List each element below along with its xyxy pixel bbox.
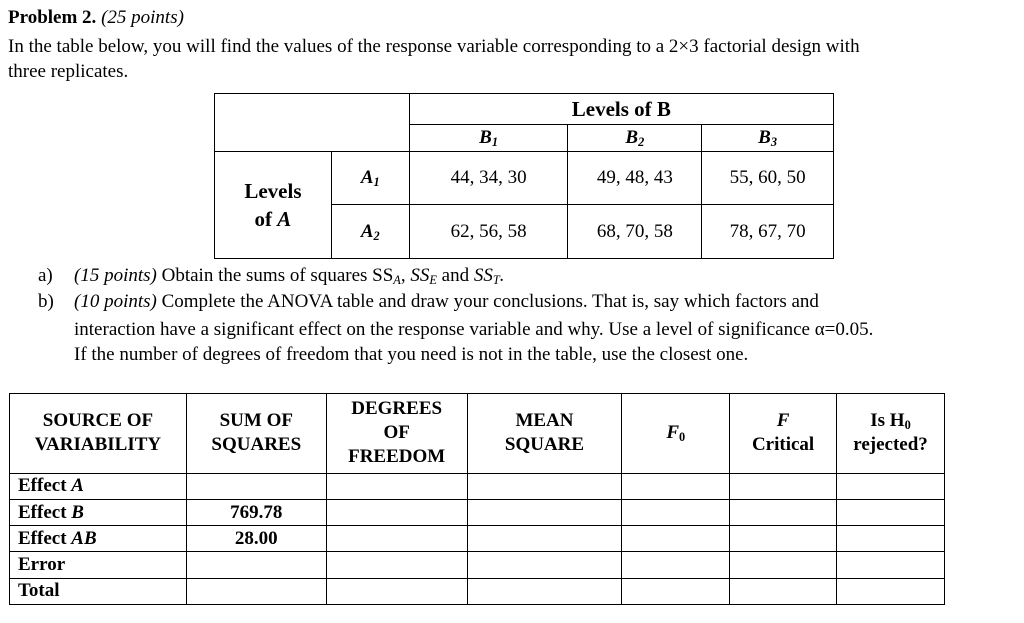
corner-cell — [215, 94, 410, 152]
question-b-line-3: If the number of degrees of freedom that you need is not in the table, use the closest one. — [74, 344, 749, 365]
problem-title: Problem 2. — [8, 7, 97, 28]
ms-effect-a[interactable] — [467, 473, 622, 499]
fcrit-effect-ab[interactable] — [730, 526, 837, 552]
cell-a1-b2: 49, 48, 43 — [568, 152, 702, 205]
f0-effect-a[interactable] — [622, 473, 730, 499]
b1-header: $B_1$ — [409, 125, 568, 152]
ss-effect-ab[interactable]: 28.00 — [186, 526, 326, 552]
f0-effect-ab[interactable] — [622, 526, 730, 552]
row-label-effect-a: Effect A — [10, 473, 187, 499]
intro-line-1: In the table below, you will find the values of the response variable corresponding to a 2×3 factorial design with — [8, 36, 860, 57]
rejected-effect-ab[interactable] — [837, 526, 945, 552]
rejected-effect-a[interactable] — [837, 473, 945, 499]
rejected-error[interactable] — [837, 552, 945, 578]
cell-a2-b2: 68, 70, 58 — [568, 205, 702, 259]
question-b-line-2: interaction have a significant effect on the response variable and why. Use a level of significance α=0.05. — [74, 319, 874, 340]
cell-a2-b3: 78, 67, 70 — [702, 205, 834, 259]
ss-total[interactable] — [186, 578, 326, 604]
rejected-total[interactable] — [837, 578, 945, 604]
df-error[interactable] — [326, 552, 467, 578]
cell-a1-b3: 55, 60, 50 — [702, 152, 834, 205]
cell-a2-b1: 62, 56, 58 — [409, 205, 568, 259]
question-b: b) (10 points) Complete the ANOVA table and draw your conclusions. That is, say which factors and — [38, 291, 819, 312]
a2-label: $A_2$ — [331, 205, 409, 259]
ss-effect-a[interactable] — [186, 473, 326, 499]
fcrit-effect-a[interactable] — [730, 473, 837, 499]
row-label-error: Error — [10, 552, 187, 578]
a1-label: $A_1$ — [331, 152, 409, 205]
header-is-h0-rejected: Is $H_0$ rejected? — [837, 394, 945, 474]
header-degrees-of-freedom: DEGREES OF FREEDOM — [326, 394, 467, 474]
header-source: SOURCE OF VARIABILITY — [10, 394, 187, 474]
f0-effect-b[interactable] — [622, 499, 730, 525]
ms-error[interactable] — [467, 552, 622, 578]
question-a: a) (15 points) Obtain the sums of squares $SS_A$, $SS_E$ and $SS_T$. — [38, 265, 505, 288]
df-effect-a[interactable] — [326, 473, 467, 499]
df-total[interactable] — [326, 578, 467, 604]
header-mean-square: MEAN SQUARE — [467, 394, 622, 474]
row-label-effect-ab: Effect AB — [10, 526, 187, 552]
f0-total[interactable] — [622, 578, 730, 604]
levels-a-label: Levels of A — [215, 152, 332, 259]
table-row — [10, 526, 945, 552]
table-row — [10, 578, 945, 604]
b2-header: $B_2$ — [568, 125, 702, 152]
fcrit-total[interactable] — [730, 578, 837, 604]
anova-table — [9, 393, 945, 605]
ms-total[interactable] — [467, 578, 622, 604]
fcrit-error[interactable] — [730, 552, 837, 578]
levels-b-header: Levels of B — [409, 94, 833, 125]
table-row — [10, 499, 945, 525]
header-sum-of-squares: SUM OF SQUARES — [186, 394, 326, 474]
factorial-table — [214, 93, 834, 259]
f0-error[interactable] — [622, 552, 730, 578]
ms-effect-ab[interactable] — [467, 526, 622, 552]
rejected-effect-b[interactable] — [837, 499, 945, 525]
table-row — [10, 552, 945, 578]
row-label-effect-b: Effect B — [10, 499, 187, 525]
header-f0: $F_0$ — [622, 394, 730, 474]
df-effect-ab[interactable] — [326, 526, 467, 552]
row-label-total: Total — [10, 578, 187, 604]
problem-points: (25 points) — [101, 7, 184, 28]
b3-header: $B_3$ — [702, 125, 834, 152]
intro-line-2: three replicates. — [8, 61, 129, 82]
ss-error[interactable] — [186, 552, 326, 578]
ms-effect-b[interactable] — [467, 499, 622, 525]
header-f-critical: F Critical — [730, 394, 837, 474]
cell-a1-b1: 44, 34, 30 — [409, 152, 568, 205]
problem-heading — [8, 6, 184, 30]
ss-effect-b[interactable]: 769.78 — [186, 499, 326, 525]
table-row — [10, 473, 945, 499]
fcrit-effect-b[interactable] — [730, 499, 837, 525]
df-effect-b[interactable] — [326, 499, 467, 525]
